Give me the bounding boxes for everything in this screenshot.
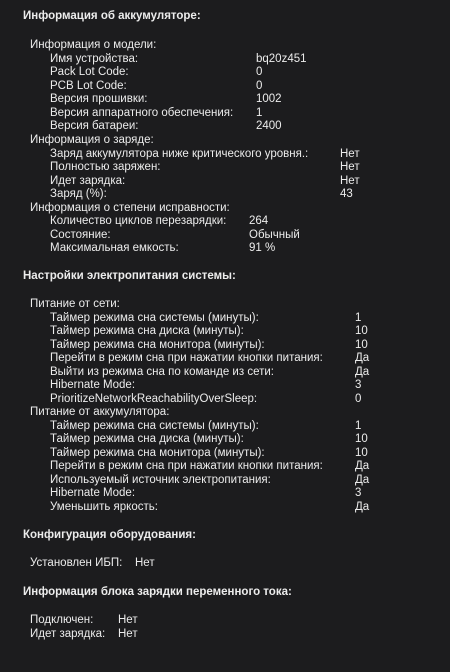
info-label: Идет зарядка:	[30, 628, 106, 640]
info-label: Количество циклов перезарядки:	[50, 215, 227, 227]
info-label: Версия прошивки:	[50, 93, 148, 105]
info-value: 0	[256, 80, 263, 92]
info-value: Нет	[340, 175, 360, 187]
info-label: Таймер режима сна монитора (минуты):	[50, 339, 265, 351]
info-label: Максимальная емкость:	[50, 242, 179, 254]
info-value: 3	[355, 379, 362, 391]
ups-label: Установлен ИБП:	[30, 557, 123, 569]
info-value: 1	[355, 420, 362, 432]
info-label: Полностью заряжен:	[50, 161, 161, 173]
info-value: Да	[355, 501, 370, 513]
info-value: Нет	[340, 161, 360, 173]
info-label: Уменьшить яркость:	[50, 501, 158, 513]
info-value: 1	[256, 107, 263, 119]
info-label: Таймер режима сна системы (минуты):	[50, 312, 259, 324]
info-label: Заряд аккумулятора ниже критического уровня.:	[50, 148, 309, 160]
info-label: Hibernate Mode:	[50, 379, 136, 391]
ac-power-heading: Питание от сети:	[30, 298, 120, 310]
info-value: 91 %	[249, 242, 276, 254]
info-label: Таймер режима сна монитора (минуты):	[50, 447, 265, 459]
info-value: Да	[355, 352, 370, 364]
info-label: Перейти в режим сна при нажатии кнопки питания:	[50, 352, 323, 364]
info-label: Заряд (%):	[50, 188, 107, 200]
info-value: Нет	[340, 148, 360, 160]
info-value: 3	[355, 487, 362, 499]
info-label: Pack Lot Code:	[50, 66, 129, 78]
hardware-section-title: Конфигурация оборудования:	[23, 529, 196, 541]
info-value: Нет	[118, 614, 138, 626]
info-label: Имя устройства:	[50, 53, 139, 65]
info-label: Версия аппаратного обеспечения:	[50, 107, 234, 119]
ups-value: Нет	[135, 557, 155, 569]
info-value: 10	[355, 325, 368, 337]
info-value: 0	[256, 66, 263, 78]
info-label: Подключен:	[30, 614, 94, 626]
info-value: 10	[355, 433, 368, 445]
info-label: PCB Lot Code:	[50, 80, 127, 92]
info-label: Состояние:	[50, 229, 111, 241]
info-value: 0	[355, 393, 362, 405]
info-value: 10	[355, 339, 368, 351]
info-label: Таймер режима сна диска (минуты):	[50, 433, 244, 445]
info-label: Выйти из режима сна по команде из сети:	[50, 366, 274, 378]
info-value: 43	[340, 188, 353, 200]
info-value: Нет	[118, 628, 138, 640]
battery-power-heading: Питание от аккумулятора:	[30, 406, 170, 418]
info-label: PrioritizeNetworkReachabilityOverSleep:	[50, 393, 258, 405]
info-label: Версия батареи:	[50, 120, 139, 132]
info-label: Используемый источник электропитания:	[50, 474, 271, 486]
info-value: 264	[249, 215, 269, 227]
info-label: Идет зарядка:	[50, 175, 126, 187]
info-value: Да	[355, 366, 370, 378]
power-section-title: Настройки электропитания системы:	[23, 270, 236, 282]
info-value: 10	[355, 447, 368, 459]
health-info-heading: Информация о степени исправности:	[30, 202, 230, 214]
model-info-heading: Информация о модели:	[30, 39, 157, 51]
info-value: Да	[355, 474, 370, 486]
info-value: 2400	[256, 120, 282, 132]
info-value: bq20z451	[256, 53, 307, 65]
info-value: 1002	[256, 93, 282, 105]
info-label: Перейти в режим сна при нажатии кнопки питания:	[50, 460, 323, 472]
charge-info-heading: Информация о заряде:	[30, 134, 154, 146]
info-value: 1	[355, 312, 362, 324]
info-value: Да	[355, 460, 370, 472]
info-label: Hibernate Mode:	[50, 487, 136, 499]
info-label: Таймер режима сна диска (минуты):	[50, 325, 244, 337]
charger-section-title: Информация блока зарядки переменного тока:	[23, 586, 292, 598]
battery-section-title: Информация об аккумуляторе:	[23, 10, 201, 22]
info-label: Таймер режима сна системы (минуты):	[50, 420, 259, 432]
info-value: Обычный	[249, 229, 300, 241]
